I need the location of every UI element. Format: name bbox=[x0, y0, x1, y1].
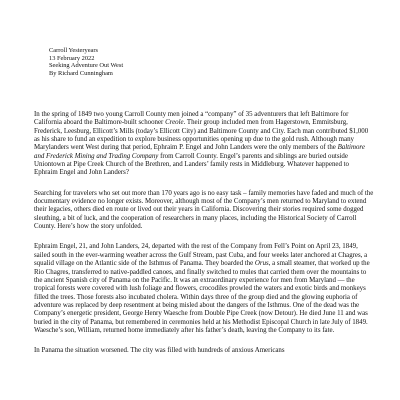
column-name: Carroll Yesteryears bbox=[49, 47, 98, 54]
paragraph-3-text-b: , a small steamer, that worked up the Rio Chagres, transferred to native-paddled canoes, and finally switched to mules that carried them over the mountains to the ancient Spanish city of Panama on the Pacific. It was an extraordinary experience for men from Maryland — the tropical forests were covered with lush foliage and flowers, crocodiles prowled the waters and exotic birds and monkeys filled the trees. Those forests also incubated cholera. Within days three of the group died and the glowing euphoria of adventure was replaced by deep resentment at being misled about the dangers of the Isthmus. One of the dead was the Company’s energetic president, George Henry Waesche from Double Pipe Creek (now Detour). He died June 11 and was buried in the city of Panama, but remembered in ceremonies held at his Methodist Episcopal Church in late July of 1849. Waesche’s son, William, returned home immediately after his father’s death, leaving the Company to its fate. bbox=[34, 260, 370, 334]
article-header bbox=[49, 47, 369, 77]
paragraph-1-text-b: . Their group included men from Hagerstown, Emmitsburg, Frederick, Leesburg, Ellicott’s Mills (today’s Ellicott City) and Baltimore County and City. Each man contributed $1,000 as his share to fund an expedition to explore business opportunities opening up due to the gold rush. Although many Marylanders went West during that period, Ephraim P. Engel and John Landers were the only members of the bbox=[34, 119, 369, 152]
paragraph-3 bbox=[34, 243, 374, 335]
ship-name-creole: Creole bbox=[165, 119, 184, 127]
paragraph-3-text-a: Ephraim Engel, 21, and John Landers, 24, departed with the rest of the Company from Fell’s Point on April 23, 1849, sailed south in the ever-warming weather across the Gulf Stream, past Cuba, and four weeks later anchored at Chagres, a squalid village on the Atlantic side of the Isthmus of Panama. They boarded the bbox=[34, 243, 368, 268]
paragraph-1-text-c: from Carroll County. Engel’s parents and siblings are buried outside Uniontown at Pipe Creek Church of the Brethren, and Landers’ family rests in Middleburg. Whatever happened to Ephraim Engel and John Landers? bbox=[34, 152, 349, 177]
paragraph-2: Searching for travelers who set out more than 170 years ago is no easy task – family memories have faded and much of the documentary evidence no longer exists. Moreover, although most of the Company’s men returned to Maryland to extend their legacies, others died en route or lived out their years in California. Discovering their stories required some dogged sleuthing, a bit of luck, and the cooperation of researchers in many places, including the Historical Society of Carroll County. Here’s how the story unfolded. bbox=[34, 189, 374, 231]
ship-name-orus: Orus bbox=[254, 260, 269, 268]
article-body bbox=[34, 111, 374, 356]
paragraph-4: In Panama the situation worsened. The city was filled with hundreds of anxious Americans bbox=[34, 347, 285, 355]
paragraph-1-text-a: In the spring of 1849 two young Carroll County men joined a “company” of 35 adventurers that left Baltimore for California aboard the Baltimore-built schooner bbox=[34, 111, 349, 127]
paragraph-1 bbox=[34, 111, 374, 178]
article-title: Seeking Adventure Out West bbox=[49, 62, 124, 70]
company-name: Baltimore and Frederick Mining and Trading Company bbox=[34, 144, 365, 160]
byline: By Richard Cunningham bbox=[49, 69, 113, 77]
publication-date: 13 February 2022 bbox=[49, 54, 95, 62]
